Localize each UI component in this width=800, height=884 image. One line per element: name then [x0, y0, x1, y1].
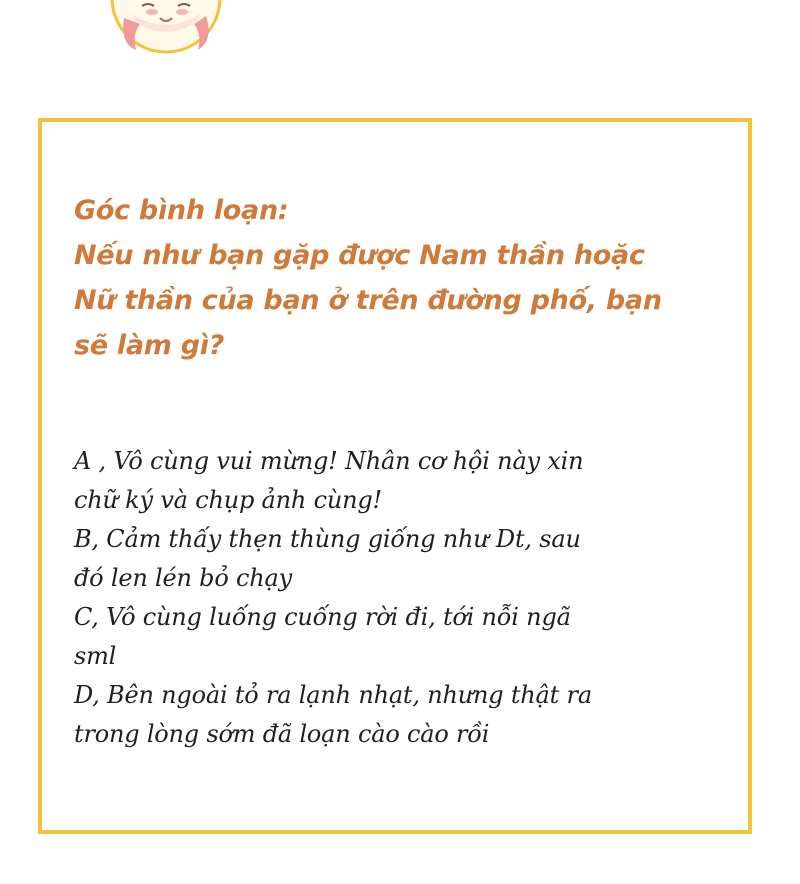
character-avatar-illustration — [102, 0, 230, 58]
option-d-line-1: D, Bên ngoài tỏ ra lạnh nhạt, nhưng thật ra — [74, 681, 592, 709]
option-c-line-1: C, Vô cùng luống cuống rời đi, tới nỗi ngã — [74, 603, 571, 631]
character-avatar — [102, 0, 230, 58]
heading-line: Góc bình loạn: — [74, 195, 289, 226]
option-a-line-2: chữ ký và chụp ảnh cùng! — [74, 486, 382, 514]
option-b-line-2: đó len lén bỏ chạy — [74, 564, 292, 592]
question-heading — [74, 188, 754, 368]
option-a-line-1: A , Vô cùng vui mừng! Nhân cơ hội này xin — [74, 447, 584, 475]
heading-line: Nữ thần của bạn ở trên đường phố, bạn — [74, 285, 662, 316]
heading-line: Nếu như bạn gặp được Nam thần hoặc — [74, 240, 645, 271]
answer-options — [74, 442, 754, 754]
option-b-line-1: B, Cảm thấy thẹn thùng giống như Dt, sau — [74, 525, 581, 553]
option-c-line-2: sml — [74, 642, 117, 670]
option-d-line-2: trong lòng sớm đã loạn cào cào rồi — [74, 720, 490, 748]
heading-line: sẽ làm gì? — [74, 330, 225, 361]
